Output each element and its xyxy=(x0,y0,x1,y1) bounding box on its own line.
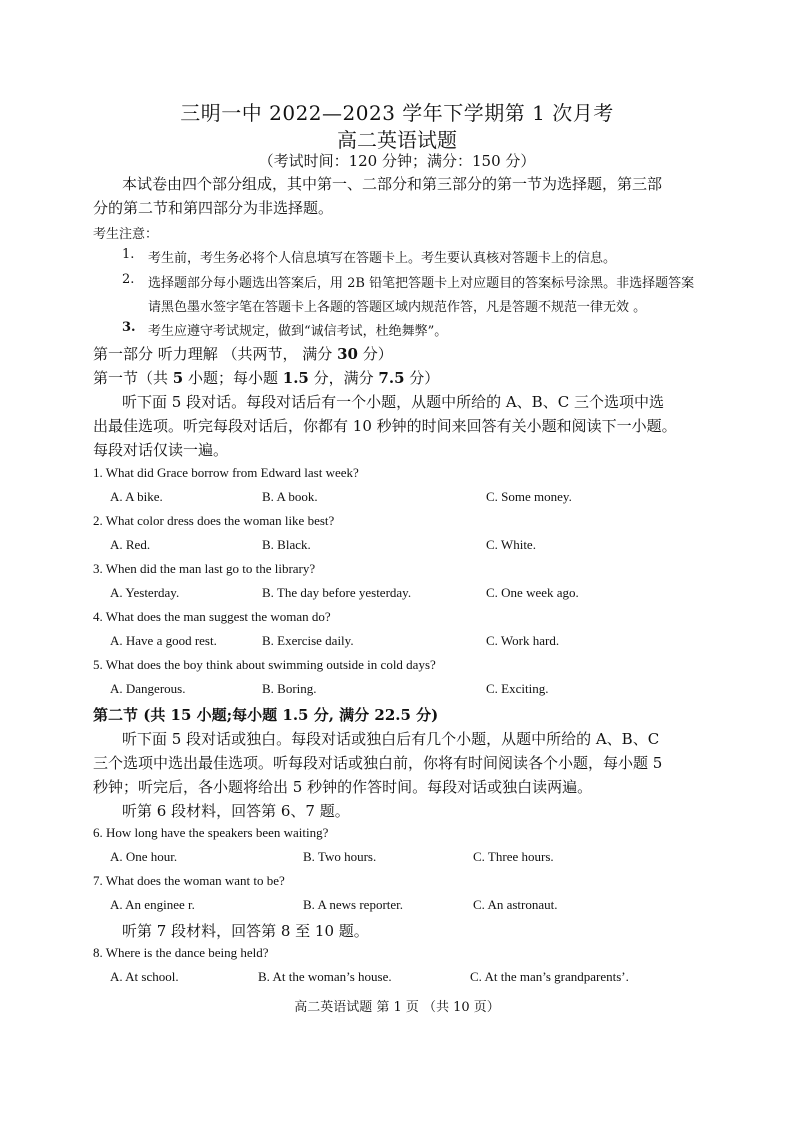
section1-instr-1: 听下面 5 段对话。每段对话后有一个小题，从题中所给的 A、B、C 三个选项中选 xyxy=(122,393,664,411)
q4-option-b: B. Exercise daily. xyxy=(262,633,354,648)
question-3: 3. When did the man last go to the library? xyxy=(93,561,316,576)
section1-instr-2: 出最佳选项。听完每段对话后，你都有 10 秒钟的时间来回答有关小题和阅读下一小题。 xyxy=(93,417,677,435)
section2-instr-1: 听下面 5 段对话或独白。每段对话或独白后有几个小题，从题中所给的 A、B、C xyxy=(122,730,660,748)
question-5: 5. What does the boy think about swimming outside in cold days? xyxy=(93,657,436,672)
q7-option-c: C. An astronaut. xyxy=(473,897,558,912)
section2-sub-6: 听第 6 段材料，回答第 6、7 题。 xyxy=(122,802,350,820)
question-2: 2. What color dress does the woman like best? xyxy=(93,513,335,528)
q1-option-a: A. A bike. xyxy=(110,489,163,504)
section2-heading: 第二节 (共 15 小题;每小题 1.5 分, 满分 22.5 分) xyxy=(93,706,439,724)
notice-item-2-cont: 请黑色墨水签字笔在答题卡上各题的答题区域内规范作答，凡是答题不规范一律无效 。 xyxy=(148,300,647,315)
section1-instr-3: 每段对话仅读一遍。 xyxy=(93,441,229,459)
q7-option-b: B. A news reporter. xyxy=(303,897,404,912)
question-6: 6. How long have the speakers been waiting? xyxy=(93,825,329,840)
q5-option-b: B. Boring. xyxy=(262,681,317,696)
notice-item-1: 考生前，考生务必将个人信息填写在答题卡上。考生要认真核对答题卡上的信息。 xyxy=(148,251,617,266)
page-footer: 高二英语试题 第 1 页 （共 10 页） xyxy=(294,1000,500,1015)
notice-label: 考生注意： xyxy=(93,227,159,242)
exam-subject: 高二英语试题 xyxy=(337,128,457,152)
notice-num-2: 2. xyxy=(122,272,135,287)
notice-num-3: 3. xyxy=(122,320,136,335)
q8-option-c: C. At the man’s grandparents’. xyxy=(470,969,629,984)
section2-instr-3: 秒钟；听完后，各小题将给出 5 秒钟的作答时间。每段对话或独白读两遍。 xyxy=(93,778,593,796)
q6-option-b: B. Two hours. xyxy=(303,849,377,864)
q3-option-a: A. Yesterday. xyxy=(110,585,180,600)
q5-option-a: A. Dangerous. xyxy=(110,681,186,696)
section1-heading: 第一节（共 5 小题；每小题 1.5 分，满分 7.5 分） xyxy=(93,369,440,387)
notice-item-2: 选择题部分每小题选出答案后，用 2B 铅笔把答题卡上对应题目的答案标号涂黑。非选择题答案 xyxy=(148,276,695,291)
section2-sub-7: 听第 7 段材料，回答第 8 至 10 题。 xyxy=(122,922,369,940)
section2-instr-2: 三个选项中选出最佳选项。听每段对话或独白前，你将有时间阅读各个小题，每小题 5 xyxy=(93,754,663,772)
q2-option-a: A. Red. xyxy=(110,537,151,552)
question-7: 7. What does the woman want to be? xyxy=(93,873,285,888)
q7-option-a: A. An enginee r. xyxy=(110,897,195,912)
q1-option-c: C. Some money. xyxy=(486,489,572,504)
q5-option-c: C. Exciting. xyxy=(486,681,549,696)
question-4: 4. What does the man suggest the woman do? xyxy=(93,609,331,624)
question-8: 8. Where is the dance being held? xyxy=(93,945,269,960)
exam-info: （考试时间：120 分钟；满分：150 分） xyxy=(258,152,536,170)
q3-option-c: C. One week ago. xyxy=(486,585,579,600)
q2-option-b: B. Black. xyxy=(262,537,311,552)
q4-option-a: A. Have a good rest. xyxy=(110,633,217,648)
q4-option-c: C. Work hard. xyxy=(486,633,560,648)
intro-line-1: 本试卷由四个部分组成，其中第一、二部分和第三部分的第一节为选择题，第三部 xyxy=(122,175,663,193)
q2-option-c: C. White. xyxy=(486,537,536,552)
q8-option-a: A. At school. xyxy=(110,969,179,984)
q8-option-b: B. At the woman’s house. xyxy=(258,969,392,984)
q6-option-c: C. Three hours. xyxy=(473,849,554,864)
exam-title: 三明一中 2022—2023 学年下学期第 1 次月考 xyxy=(180,101,614,125)
intro-line-2: 分的第二节和第四部分为非选择题。 xyxy=(93,199,334,217)
q1-option-b: B. A book. xyxy=(262,489,318,504)
notice-num-1: 1. xyxy=(122,247,135,262)
notice-item-3: 考生应遵守考试规定，做到“诚信考试，杜绝舞弊”。 xyxy=(148,324,448,339)
part1-heading: 第一部分 听力理解 （共两节， 满分 30 分） xyxy=(93,345,393,363)
q3-option-b: B. The day before yesterday. xyxy=(262,585,412,600)
q6-option-a: A. One hour. xyxy=(110,849,178,864)
question-1: 1. What did Grace borrow from Edward last week? xyxy=(93,465,359,480)
